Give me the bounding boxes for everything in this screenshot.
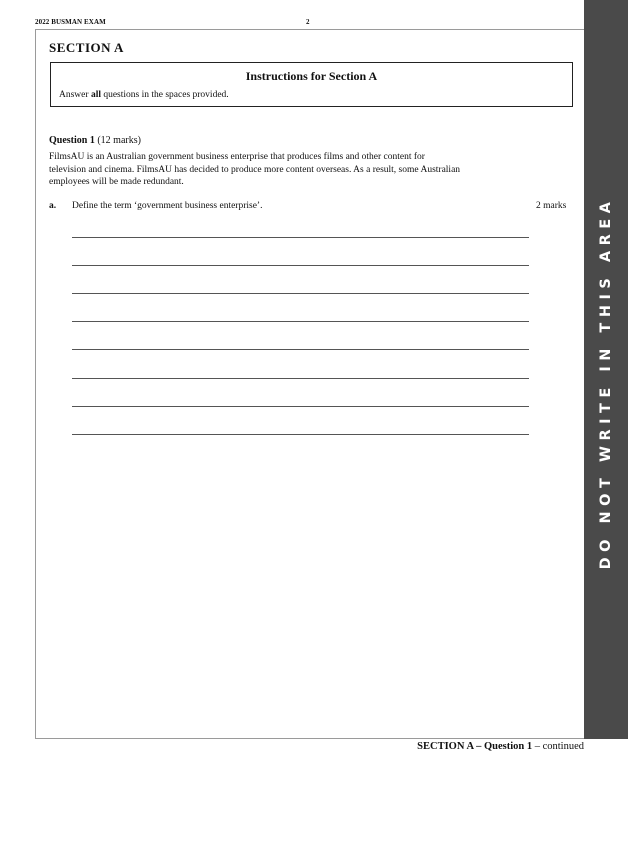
instructions-text-post: questions in the spaces provided. <box>100 90 229 100</box>
footer-continued: – continued <box>532 741 584 752</box>
answer-line[interactable] <box>72 265 529 266</box>
instructions-text-bold: all <box>90 90 101 100</box>
question-stem-line: television and cinema. FilmsAU has decided to produce more content overseas. As a result, some Australian <box>49 164 461 175</box>
instructions-box <box>50 62 573 107</box>
answer-line[interactable] <box>72 349 529 350</box>
part-letter: a. <box>49 201 57 211</box>
footer-section-label: SECTION A – Question 1 <box>417 741 533 752</box>
question-marks: (12 marks) <box>94 135 141 146</box>
page-number: 2 <box>306 18 310 26</box>
section-title: SECTION A <box>49 40 124 55</box>
page-footer <box>417 741 584 752</box>
answer-line[interactable] <box>72 237 529 238</box>
instructions-text-pre: Answer <box>59 90 91 100</box>
answer-line[interactable] <box>72 321 529 322</box>
question-heading <box>49 135 141 146</box>
no-write-margin-text: DO NOT WRITE IN THIS AREA <box>598 196 614 570</box>
instructions-text <box>59 90 229 100</box>
question-stem-line: FilmsAU is an Australian government business enterprise that produces films and other content for <box>49 152 425 162</box>
question-stem <box>49 151 539 189</box>
answer-line[interactable] <box>72 378 529 379</box>
question-label: Question 1 <box>49 135 95 146</box>
answer-line[interactable] <box>72 293 529 294</box>
instructions-title: Instructions for Section A <box>245 69 378 83</box>
question-stem-line: employees will be made redundant. <box>49 177 184 187</box>
answer-line[interactable] <box>72 406 529 407</box>
answer-line[interactable] <box>72 434 529 435</box>
part-marks: 2 marks <box>536 201 567 211</box>
part-prompt: Define the term ‘government business enterprise’. <box>72 201 263 211</box>
exam-header-label: 2022 BUSMAN EXAM <box>35 18 106 26</box>
